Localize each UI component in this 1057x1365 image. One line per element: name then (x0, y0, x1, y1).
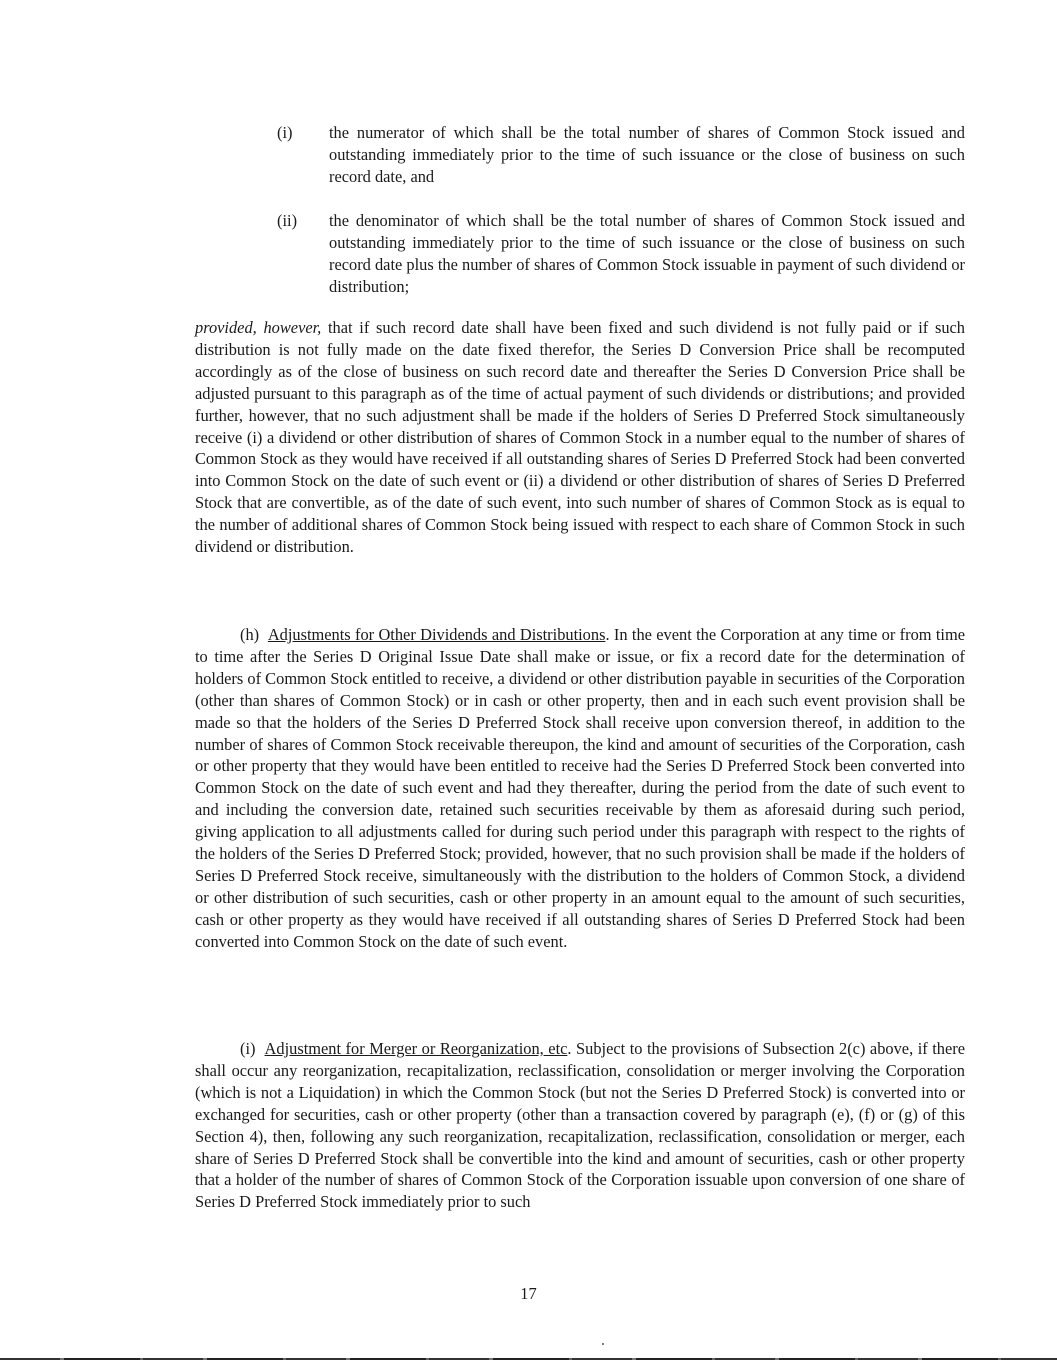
section-i-heading-end: . (567, 1039, 572, 1058)
list-item (277, 210, 965, 300)
list-item (277, 122, 965, 192)
scan-bottom-edge (0, 1358, 1057, 1360)
page-number: 17 (520, 1284, 537, 1303)
list-item-text: the denominator of which shall be the total number of shares of Common Stock issued and outstanding immediately prior to the time of such issuance or the close of business on such record date plus the number of shares of Common Stock issuable in payment of such dividend or distribution; (329, 211, 965, 296)
list-item-text: the numerator of which shall be the total number of shares of Common Stock issued and outstanding immediately prior to the time of such issuance or the close of business on such record date, and (329, 123, 965, 186)
list-item-number: (ii) (277, 211, 298, 230)
section-h-heading-end: . (605, 625, 610, 644)
section-i-text: Subject to the provisions of Subsection 2(c) above, if there shall occur any reorganization, recapitalization, reclassification, consolidation or merger involving the Corporation (which is not a Liquidation) in which the Common Stock (but not the Series D Preferred Stock) is converted into or exchanged for securities, cash or other property (other than a transaction covered by paragraph (e), (f) or (g) of this Section 4), then, following any such reorganization, recapitalization, reclassification, consolidation or merger, each share of Series D Preferred Stock shall be convertible into the kind and amount of securities, cash or other property that a holder of the number of shares of Common Stock of the Corporation issuable upon conversion of one share of Series D Preferred Stock immediately prior to such (195, 1039, 965, 1212)
section-h-paragraph (195, 624, 965, 953)
proviso-lead: provided, however, (195, 318, 322, 337)
scan-speck (602, 1343, 604, 1345)
section-h-text: In the event the Corporation at any time or from time to time after the Series D Original Issue Date shall make or issue, or fix a record date for the determination of holders of Common Stock entitled to receive, a dividend or other distribution payable in securities of the Corporation (other than shares of Common Stock) or in cash or other property, then and in each such event provision shall be made so that the holders of the Series D Preferred Stock shall receive upon conversion thereof, in addition to the number of shares of Common Stock receivable thereupon, the kind and amount of securities of the Corporation, cash or other property that they would have been entitled to receive had the Series D Preferred Stock been converted into Common Stock on the date of such event and had they thereafter, during the period from the date of such event to and including the conversion date, retained such securities receivable by them as aforesaid during such period, giving application to all adjustments called for during such period under this paragraph with respect to the rights of the holders of the Series D Preferred Stock; provided, however, that no such provision shall be made if the holders of Series D Preferred Stock receive, simultaneously with the distribution to the holders of Common Stock, a dividend or other distribution of such securities, cash or other property in an amount equal to the amount of such securities, cash or other property as they would have received if all outstanding shares of Series D Preferred Stock had been converted into Common Stock on the date of such event. (195, 625, 965, 951)
section-h-heading: Adjustments for Other Dividends and Distributions (267, 625, 606, 644)
section-i-paragraph (195, 1038, 965, 1213)
list-item-number: (i) (277, 123, 293, 142)
proviso-paragraph (195, 317, 965, 558)
section-i-heading: Adjustment for Merger or Reorganization, etc (264, 1039, 568, 1058)
section-h-label: (h) (240, 625, 260, 644)
proviso-text: that if such record date shall have been fixed and such dividend is not fully paid or if such distribution is not fully made on the date fixed therefor, the Series D Conversion Price shall be recomputed accordingly as of the close of business on such record date and thereafter the Series D Conversion Price shall be adjusted pursuant to this paragraph as of the time of actual payment of such dividends or distributions; and provided further, however, that no such adjustment shall be made if the holders of Series D Preferred Stock simultaneously receive (i) a dividend or other distribution of shares of Common Stock in a number equal to the number of shares of Common Stock as they would have received if all outstanding shares of Series D Preferred Stock had been converted into Common Stock on the date of such event or (ii) a dividend or other distribution of shares of Series D Preferred Stock that are convertible, as of the date of such event, into such number of shares of Common Stock as is equal to the number of additional shares of Common Stock being issued with respect to each share of Common Stock in such dividend or distribution. (195, 318, 965, 557)
section-i-label: (i) (240, 1039, 256, 1058)
